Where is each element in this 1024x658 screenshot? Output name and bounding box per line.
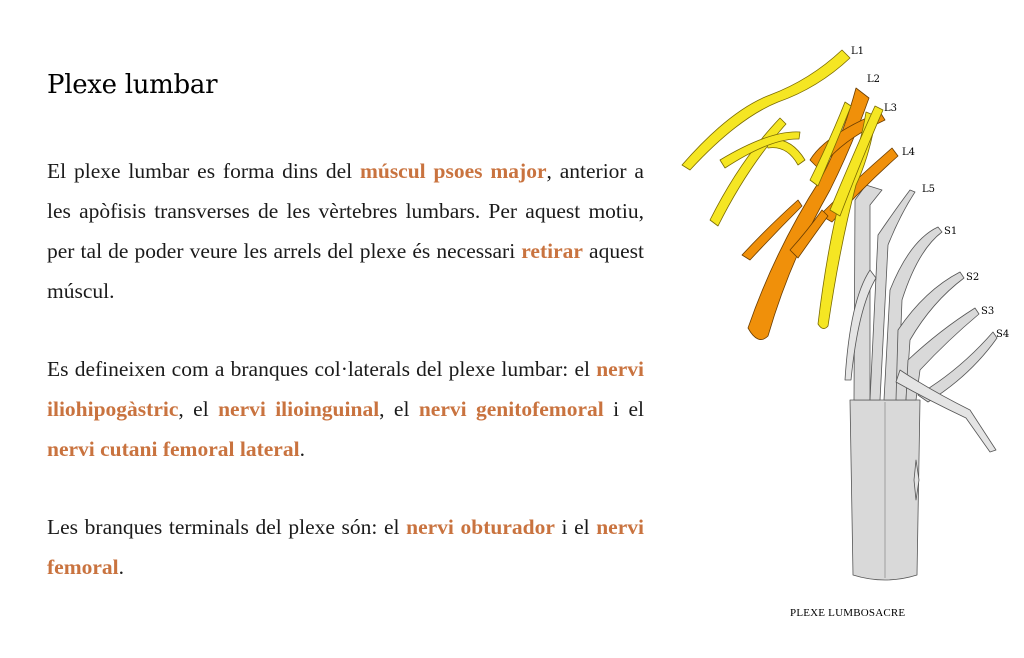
text-run: Les branques terminals del plexe són: el xyxy=(47,515,407,539)
text-run: i el xyxy=(603,397,644,421)
highlighted-term: múscul psoes major xyxy=(359,159,547,183)
root-label: L4 xyxy=(902,147,916,158)
root-label: L2 xyxy=(867,74,881,85)
root-label: S3 xyxy=(981,306,995,317)
paragraph-collateral-branches xyxy=(47,349,644,469)
highlighted-term: retirar xyxy=(521,239,583,263)
paragraph-terminal-branches xyxy=(47,507,644,587)
page-title: Plexe lumbar xyxy=(47,70,218,100)
root-label: S2 xyxy=(966,272,980,283)
root-label: L1 xyxy=(851,46,865,57)
figure-caption: PLEXE LUMBOSACRE xyxy=(790,607,906,619)
root-label: L5 xyxy=(922,184,936,195)
body-text xyxy=(47,151,644,625)
text-run: aquest múscul. xyxy=(47,239,644,303)
highlighted-term: nervi ilioinguinal xyxy=(218,397,380,421)
paragraph-origin xyxy=(47,151,644,311)
highlighted-term: nervi iliohipogàstric xyxy=(47,357,644,421)
text-run: . xyxy=(299,437,305,461)
highlighted-term: nervi cutani femoral lateral xyxy=(47,437,300,461)
sacral-plexus-gray xyxy=(845,185,997,580)
highlighted-term: nervi femoral xyxy=(47,515,644,579)
lumbosacral-plexus-illustration xyxy=(670,40,1024,600)
text-run: , el xyxy=(379,397,419,421)
text-run: , el xyxy=(178,397,219,421)
text-run: El plexe lumbar es forma dins del xyxy=(47,159,360,183)
text-run: Es defineixen com a branques col·laterals del plexe lumbar: el xyxy=(47,357,597,381)
root-label: S4 xyxy=(996,329,1010,340)
highlighted-term: nervi obturador xyxy=(406,515,555,539)
text-run: i el xyxy=(554,515,597,539)
highlighted-term: nervi genitofemoral xyxy=(418,397,604,421)
root-label: S1 xyxy=(944,226,958,237)
text-run: , anterior a les apòfisis transverses de les vèrtebres lumbars. Per aquest motiu, per tal de poder veure les arrels del plexe és necessari xyxy=(47,159,644,263)
text-run: . xyxy=(118,555,125,579)
root-label: L3 xyxy=(884,103,898,114)
